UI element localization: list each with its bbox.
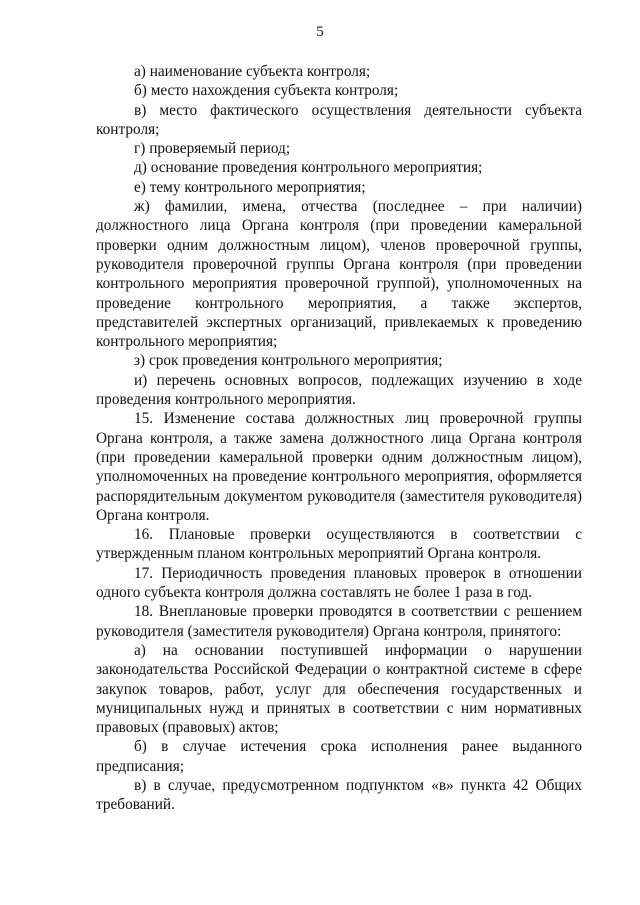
item-e-topic: е) тему контрольного мероприятия; bbox=[134, 178, 366, 196]
clause-17: 17. Периодичность проведения плановых проверок в отношении одного субъекта контроля должна составлять не более 1 раза в год. bbox=[96, 564, 582, 602]
item-g-period: г) проверяемый период; bbox=[134, 140, 291, 158]
clause-18-item-a: а) на основании поступившей информации о нарушении законодательства Российской Федерации о контрактной системе в сфере закупок товаров, работ, услуг для обеспечения государственных и муниципальных нужд и принятых в соответствии с ним нормативных правовых (правовых) актов; bbox=[96, 641, 582, 737]
clause-18: 18. Внеплановые проверки проводятся в соответствии с решением руководителя (заместителя руководителя) Органа контроля, принятого: bbox=[96, 603, 582, 640]
item-a-subject-name: а) наименование субъекта контроля; bbox=[134, 63, 371, 80]
clause-16: 16. Плановые проверки осуществляются в соответствии с утвержденным планом контрольных мероприятий Органа контроля. bbox=[96, 526, 582, 563]
clause-15: 15. Изменение состава должностных лиц проверочной группы Органа контроля, а также замена должностного лица Органа контроля (при проведении камеральной проверки одним должностным лицом), уполномоченных на проведение контрольного мероприятия, оформляется распорядительным документом руководителя (заместителя руководителя) Органа контроля. bbox=[96, 410, 582, 524]
document-body bbox=[96, 62, 582, 815]
item-v-activity-location: в) место фактического осуществления деятельности субъекта контроля; bbox=[96, 101, 582, 138]
page-number: 5 bbox=[316, 24, 324, 40]
clause-18-item-b: б) в случае истечения срока исполнения ранее выданного предписания; bbox=[96, 738, 582, 775]
item-b-subject-location: б) место нахождения субъекта контроля; bbox=[134, 82, 399, 100]
item-z-term: з) срок проведения контрольного мероприятия; bbox=[134, 352, 443, 370]
item-i-questions: и) перечень основных вопросов, подлежащих изучению в ходе проведения контрольного мероприятия. bbox=[96, 371, 582, 409]
clause-18-item-v: в) в случае, предусмотренном подпунктом «в» пункта 42 Общих требований. bbox=[96, 776, 582, 814]
item-zh-names: ж) фамилии, имена, отчества (последнее – при наличии) должностного лица Органа контроля (при проведении камеральной проверки одним должностным лицом), членов проверочной группы, руководителя проверочной группы Органа контроля (при проведении контрольного мероприятия проверочной группой), уполномоченных на проведение контрольного мероприятия, а также экспертов, представителей экспертных организаций, привлекаемых к проведению контрольного мероприятия; bbox=[96, 198, 582, 351]
item-d-basis: д) основание проведения контрольного мероприятия; bbox=[134, 159, 483, 177]
